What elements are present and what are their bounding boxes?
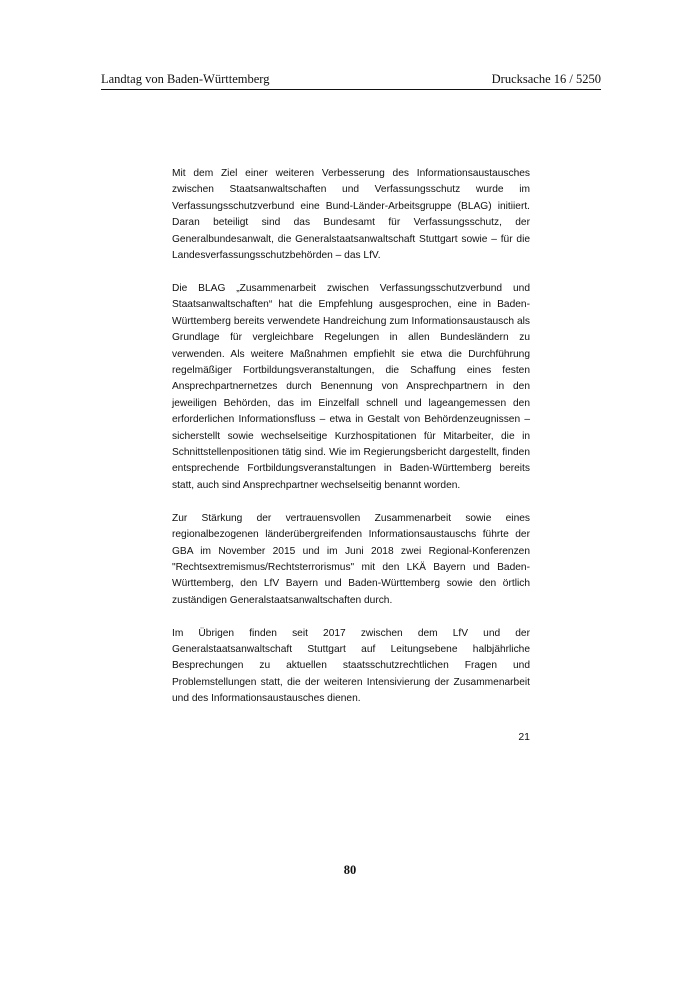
inner-page-number: 21 [518, 731, 530, 743]
paragraph-blag-initiation: Mit dem Ziel einer weiteren Verbesserung des Informationsaustausches zwischen Staatsanwaltschaften und Verfassungsschutz wurde im Verfassungsschutzverbund eine Bund-Länder-Arbeitsgruppe (BLAG) initiiert. Daran beteiligt sind das Bundesamt für Verfassungsschutz, der Generalbundesanwalt, die Generalstaatsanwaltschaft Stuttgart sowie – für die Landesverfassungsschutzbehörden – das LfV. [172, 168, 530, 262]
paragraph-regional-conferences: Zur Stärkung der vertrauensvollen Zusammenarbeit sowie eines regionalbezogenen länderübergreifenden Informationsaustauschs führte der GBA im November 2015 und im Juni 2018 zwei Regional-Konferenzen "Rechtsextremismus/Rechtsterrorismus" mit den LKÄ Bayern und Baden-Württemberg, den LfV Bayern und Baden-Württemberg sowie den örtlich zuständigen Generalstaatsanwaltschaften durch. [172, 512, 530, 606]
document-body [172, 166, 530, 724]
paragraph-blag-recommendations: Die BLAG „Zusammenarbeit zwischen Verfassungsschutzverbund und Staatsanwaltschaften“ hat die Empfehlung ausgesprochen, eine in Baden-Württemberg bereits verwendete Handreichung zum Informationsaustausch als Grundlage für vergleichbare Regelungen in allen Bundesländern zu verwenden. Als weitere Maßnahmen empfiehlt sie etwa die Durchführung regelmäßiger Fortbildungsveranstaltungen, die Schaffung eines festen Ansprechpartnernetzes durch Benennung von Ansprechpartnern in den jeweiligen Behörden, das im Einzelfall schnell und lageangemessen den erforderlichen Informationsfluss – etwa in Gestalt von Behördenzeugnissen – sicherstellt sowie wechselseitige Kurzhospitationen für Mitarbeiter, die in Schnittstellenpositionen tätig sind. Wie im Regierungsbericht dargestellt, finden entsprechende Fortbildungsveranstaltungen in Baden-Württemberg bereits statt, auch sind Ansprechpartner wechselseitig benannt worden. [172, 282, 530, 491]
paragraph-meetings: Im Übrigen finden seit 2017 zwischen dem LfV und der Generalstaatsanwaltschaft Stuttgart auf Leitungsebene halbjährliche Besprechungen zu aktuellen staatsschutzrechtlichen Fragen und Problemstellungen statt, die der weiteren Intensivierung der Zusammenarbeit und des Informationsaustausches dienen. [172, 627, 530, 705]
header-document-number: Drucksache 16 / 5250 [491, 72, 601, 86]
page-header [101, 71, 601, 90]
header-parliament-name: Landtag von Baden-Württemberg [101, 72, 270, 86]
outer-page-number: 80 [343, 863, 357, 877]
